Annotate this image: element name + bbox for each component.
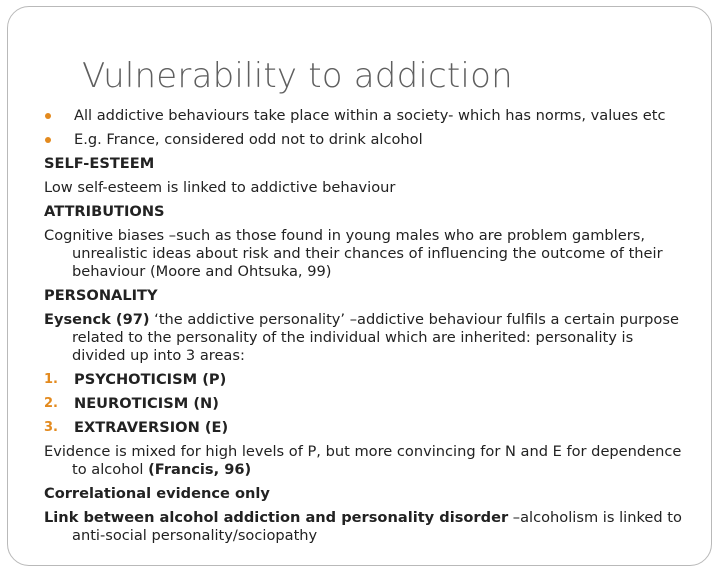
self-esteem-heading: SELF-ESTEEM (44, 155, 155, 172)
numbered-item (44, 419, 684, 437)
item-label: EXTRAVERSION (E) (74, 419, 229, 436)
slide-content (44, 107, 684, 551)
evidence-text: Evidence is mixed for high levels of P, but more convincing for N and E for dependence to alcohol (44, 443, 682, 478)
attributions-heading: ATTRIBUTIONS (44, 203, 165, 220)
bullet-dot-icon (45, 137, 51, 143)
item-number: 1. (44, 372, 58, 387)
item-number: 2. (44, 396, 58, 411)
self-esteem-text: Low self-esteem is linked to addictive behaviour (44, 179, 396, 196)
item-label: NEUROTICISM (N) (74, 395, 219, 412)
evidence-citation: (Francis, 96) (148, 461, 252, 478)
evidence-paragraph (44, 443, 684, 479)
slide-title: Vulnerability to addiction (82, 56, 513, 96)
eysenck-citation: Eysenck (97) (44, 311, 150, 328)
numbered-item (44, 371, 684, 389)
eysenck-paragraph (44, 311, 684, 365)
eysenck-text: ‘the addictive personality’ –addictive behaviour fulfils a certain purpose related to the personality of the individual which are inherited: personality is divided up into 3 areas: (72, 311, 679, 364)
link-heading: Link between alcohol addiction and personality disorder (44, 509, 509, 526)
numbered-item (44, 395, 684, 413)
bullet-item (44, 131, 684, 149)
bullet-text: All addictive behaviours take place within a society- which has norms, values etc (74, 107, 666, 124)
correlational-note: Correlational evidence only (44, 485, 270, 502)
item-label: PSYCHOTICISM (P) (74, 371, 227, 388)
bullet-text: E.g. France, considered odd not to drink alcohol (74, 131, 423, 148)
bullet-item (44, 107, 684, 125)
personality-heading: PERSONALITY (44, 287, 158, 304)
link-text: –alcoholism is linked to anti-social personality/sociopathy (72, 509, 682, 544)
attributions-text: Cognitive biases –such as those found in young males who are problem gamblers, unrealistic ideas about risk and their chances of influencing the outcome of their behaviour (Moore and Ohtsuka, 99) (44, 227, 663, 280)
item-number: 3. (44, 420, 58, 435)
bullet-dot-icon (45, 113, 51, 119)
